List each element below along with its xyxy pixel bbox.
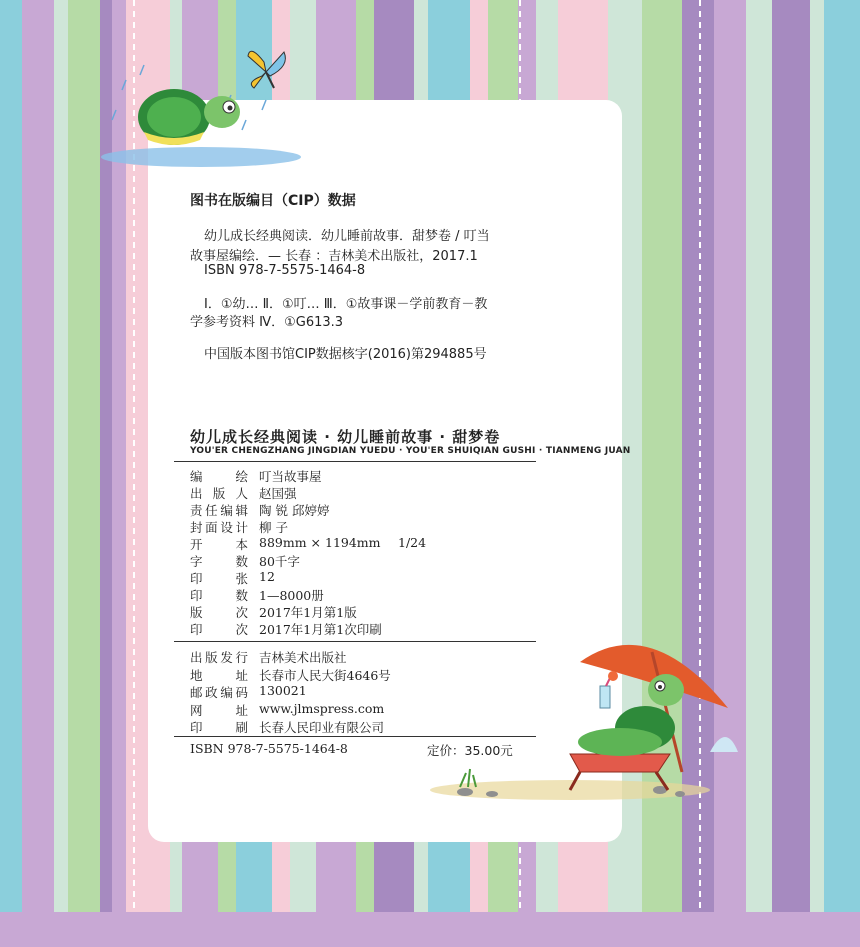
info-value: 赵国强 xyxy=(259,486,297,501)
background-stripe xyxy=(54,0,68,947)
turtle-umbrella-illustration xyxy=(420,622,740,812)
info-label-char: 责 xyxy=(190,503,203,518)
info-label-char: 字 xyxy=(190,554,203,569)
info-value: 2017年1月第1次印刷 xyxy=(259,622,382,637)
info-label-char: 刷 xyxy=(235,720,248,735)
background-stripe xyxy=(746,0,772,947)
info-label-char: 数 xyxy=(235,588,248,603)
info-label-char: 政 xyxy=(205,685,218,700)
info-label xyxy=(190,718,248,736)
info-label-char: 印 xyxy=(190,622,203,637)
turtle-rain-illustration xyxy=(96,40,336,170)
info-value: 叮当故事屋 xyxy=(259,469,322,484)
info-label-char: 绘 xyxy=(235,469,248,484)
background-stripe xyxy=(0,0,22,947)
info-label-char: 张 xyxy=(235,571,248,586)
book-title: 幼儿成长经典阅读 · 幼儿睡前故事 · 甜梦卷 xyxy=(190,428,501,446)
info-label-char: 行 xyxy=(235,650,248,665)
info-label xyxy=(190,701,248,719)
info-label xyxy=(190,586,248,604)
info-label xyxy=(190,501,248,519)
info-value: 长春市人民大街4646号 xyxy=(259,667,391,683)
info-label xyxy=(190,666,248,684)
info-label-char: 码 xyxy=(235,685,248,700)
info-label-char: 计 xyxy=(235,520,248,535)
info-label-char: 封 xyxy=(190,520,203,535)
info-label-char: 版 xyxy=(212,486,226,501)
cip-heading: 图书在版编目（CIP）数据 xyxy=(190,193,356,209)
info-label-char: 址 xyxy=(235,667,248,683)
info-value: 80千字 xyxy=(259,554,300,569)
info-label-char: 人 xyxy=(235,486,248,501)
info-label-char: 地 xyxy=(190,667,203,683)
info-label xyxy=(190,552,248,570)
info-value: 陶 锐 邱婷婷 xyxy=(259,503,330,518)
info-label-char: 邮 xyxy=(190,685,203,700)
info-label-char: 编 xyxy=(220,503,233,518)
info-label-char: 印 xyxy=(190,588,203,603)
info-value: 吉林美术出版社 xyxy=(259,650,347,665)
info-label-char: 版 xyxy=(190,605,203,620)
cip-line: 中国版本图书馆CIP数据核字(2016)第294885号 xyxy=(204,347,487,362)
info-label-char: 址 xyxy=(235,702,248,718)
bottom-band xyxy=(0,912,860,947)
cip-line: 故事屋编绘．— 长春 ：吉林美术出版社，2017.1 xyxy=(190,249,478,264)
info-value: www.jlmspress.com xyxy=(259,700,385,716)
info-label xyxy=(190,648,248,666)
info-label-char: 数 xyxy=(235,554,248,569)
background-stripe xyxy=(824,0,860,947)
info-label-char: 面 xyxy=(205,520,218,535)
info-label xyxy=(190,603,248,621)
price: 定价：35.00元 xyxy=(427,743,513,758)
book-pinyin-title: YOU'ER CHENGZHANG JINGDIAN YUEDU · YOU'ER SHUIQIAN GUSHI · TIANMENG JUAN xyxy=(190,446,631,456)
info-label-char: 次 xyxy=(235,605,248,620)
info-value: 1—8000册 xyxy=(259,588,324,603)
info-value-extra: 1/24 xyxy=(398,535,427,550)
cip-line: ISBN 978-7-5575-1464-8 xyxy=(204,263,366,278)
info-label xyxy=(190,467,248,485)
info-label-char: 出 xyxy=(190,486,203,501)
info-value: 2017年1月第1版 xyxy=(259,605,357,620)
cip-line: 幼儿成长经典阅读．幼儿睡前故事．甜梦卷 / 叮当 xyxy=(204,229,490,244)
info-value: 889mm × 1194mm xyxy=(259,535,381,550)
info-label-char: 印 xyxy=(190,720,203,735)
background-stripe xyxy=(772,0,810,947)
info-label-char: 出 xyxy=(190,650,203,665)
info-label xyxy=(190,518,248,536)
info-label-char: 网 xyxy=(190,702,203,718)
info-value: 130021 xyxy=(259,683,307,698)
info-label-char: 编 xyxy=(190,469,203,484)
info-label-char: 开 xyxy=(190,537,203,552)
info-value: 12 xyxy=(259,569,275,584)
info-label-char: 本 xyxy=(235,537,248,552)
info-label xyxy=(190,620,248,638)
info-label-char: 设 xyxy=(220,520,233,535)
cip-line: 学参考资料 Ⅳ．①G613.3 xyxy=(190,315,344,330)
isbn: ISBN 978-7-5575-1464-8 xyxy=(190,741,348,756)
divider xyxy=(174,461,536,462)
info-value: 柳 子 xyxy=(259,520,288,535)
background-stripe xyxy=(810,0,824,947)
info-label xyxy=(190,683,248,701)
info-label xyxy=(190,484,248,502)
cip-line: Ⅰ．①幼… Ⅱ．①叮… Ⅲ．①故事课－学前教育－教 xyxy=(204,297,488,312)
info-label-char: 编 xyxy=(220,685,233,700)
info-label-char: 印 xyxy=(190,571,203,586)
info-label-char: 任 xyxy=(205,503,218,518)
background-stripe xyxy=(22,0,54,947)
info-label xyxy=(190,535,248,553)
info-label-char: 发 xyxy=(220,650,233,665)
info-label-char: 次 xyxy=(235,622,248,637)
info-value: 长春人民印业有限公司 xyxy=(259,720,385,735)
info-label xyxy=(190,569,248,587)
info-label-char: 版 xyxy=(205,650,218,665)
info-label-char: 辑 xyxy=(235,503,248,518)
